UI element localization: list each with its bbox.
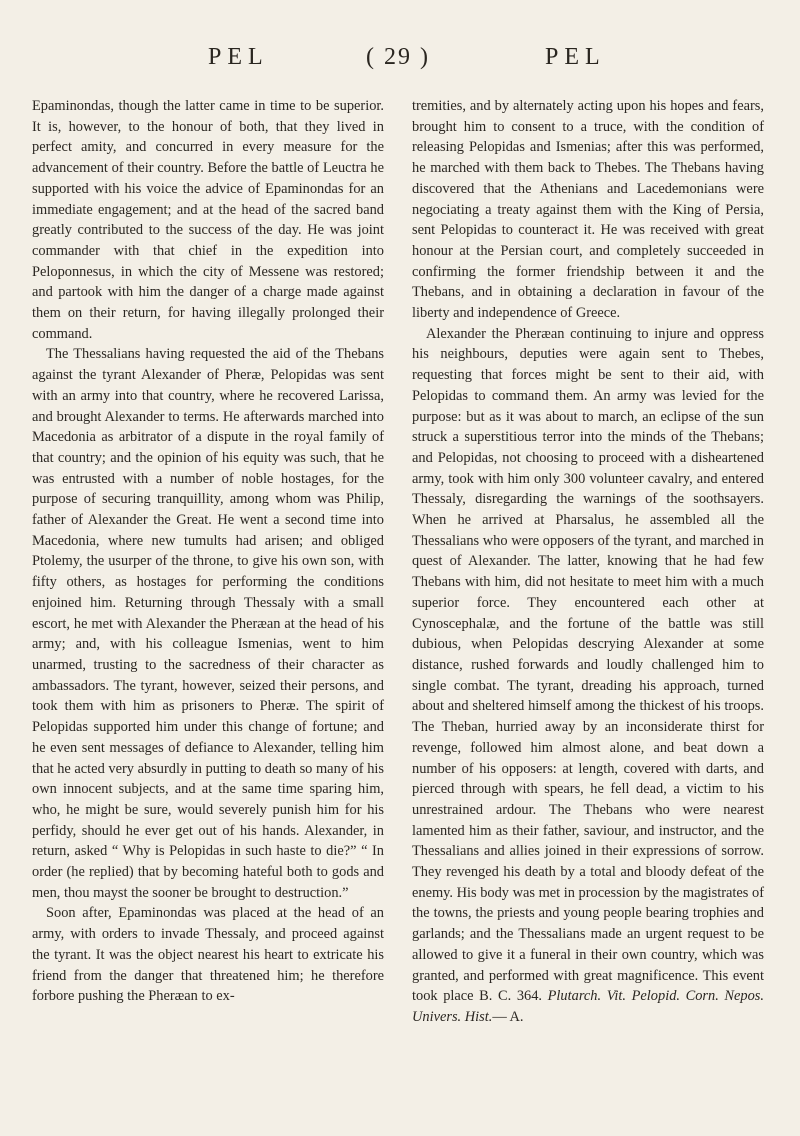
- right-column: [412, 96, 764, 1028]
- left-column: [32, 96, 384, 1007]
- paragraph: The Thessalians having requested the aid of the Thebans against the tyrant Alexander of Pheræ, Pelopidas was sent with an army into that country, where he recovered Larissa, and brought Alexander to terms. He afterwards marched into Macedonia as arbitrator of a dispute in the royal family of that country; and the opinion of his equity was such, that he was entrusted with a number of noble hostages, for the purpose of securing tranquillity, among whom was Philip, father of Alexander the Great. He went a second time into Macedonia, where new tumults had arisen; and obliged Ptolemy, the usurper of the throne, to give his own son, with fifty others, as hostages for performing the conditions enjoined him. Returning through Thessaly with a small escort, he met with Alexander the Pheræan at the head of his army; and, with his colleague Ismenias, went to him unarmed, trusting to the sacredness of their character as ambassadors. The tyrant, however, seized their persons, and took them with him as prisoners to Pheræ. The spirit of Pelopidas supported him under this change of fortune; and he even sent messages of defiance to Alexander, telling him that he acted very absurdly in putting to death so many of his own innocent subjects, and at the same time sparing him, who, he might be sure, would severely punish him for his perfidy, should he ever get out of his hands. Alexander, in return, asked “ Why is Pelopidas in such haste to die?” “ In order (he replied) that by becoming hateful both to gods and men, thou mayst the sooner be brought to destruction.”: [32, 346, 384, 901]
- paragraph-text: Alexander the Pheræan continuing to injure and oppress his neighbours, deputies were again sent to Thebes, requesting that forces might be sent to their aid, with Pelopidas to command them. An army was levied for the purpose: but as it was about to march, an eclipse of the sun struck a superstitious terror into the minds of the Thebans; and Pelopidas, not choosing to proceed with a disheartened army, took with him only 300 volunteer cavalry, and entered Thessaly, disregarding the warnings of the soothsayers. When he arrived at Pharsalus, he assembled all the Thessalians who were opposers of the tyrant, and marched in quest of Alexander. The latter, knowing that he had few Thebans with him, did not hesitate to meet him with a much superior force. They encountered each other at Cynoscephalæ, and the fortune of the battle was still dubious, when Pelopidas descrying Alexander at some distance, rushed forwards and loudly challenged him to single combat. The tyrant, dreading his approach, turned about and sheltered himself among the thickest of his troops. The Theban, hurried away by an inconsiderate thirst for revenge, followed him almost alone, and beat down a number of his opposers: at length, covered with darts, and pierced through with spears, he fell dead, a victim to his unrestrained ardour. The Thebans who were nearest lamented him as their father, saviour, and instructor, and the Thessalians and allies joined in their expressions of sorrow. They revenged his death by a total and bloody defeat of the enemy. His body was met in procession by the magistrates of the towns, the priests and young people bearing trophies and garlands; and the Thessalians made an urgent request to be allowed to give it a funeral in their own country, which was granted, and performed with great magnificence. This event took place B. C. 364.: [412, 325, 764, 1005]
- paragraph: Soon after, Epaminondas was placed at the head of an army, with orders to invade Thessaly, and proceed against the tyrant. It was the object nearest his heart to extricate his friend from the danger that threatened him; he therefore forbore pushing the Pheræan to ex-: [32, 905, 384, 1005]
- header-right-word: PEL: [545, 44, 606, 70]
- author-signoff: — A.: [492, 1008, 524, 1025]
- page-number: ( 29 ): [366, 44, 430, 70]
- paragraph: tremities, and by alternately acting upon his hopes and fears, brought him to consent to a truce, with the condition of releasing Pelopidas and Ismenias; after this was performed, he marched with them back to Thebes. The Thebans having discovered that the Athenians and Lacedemonians were negociating a treaty against them with the King of Persia, sent Pelopidas to counteract it. He was received with great honour at the Persian court, and completely succeeded in confirming the former friendship between it and the Thebans, and in obtaining a declaration in favour of the liberty and independence of Greece.: [412, 98, 764, 322]
- paragraph: [412, 324, 764, 1028]
- header-left-word: PEL: [208, 44, 269, 70]
- citation: Plutarch. Vit. Pelopid. Corn. Nepos. Univers. Hist.: [412, 988, 764, 1025]
- paragraph: Epaminondas, though the latter came in time to be superior. It is, however, to the honour of both, that they lived in perfect amity, and concurred in every measure for the advancement of their country. Before the battle of Leuctra he supported with his voice the advice of Epaminondas for an immediate engagement; and at the head of the sacred band greatly contributed to the success of the day. He was joint commander with that chief in the expedition into Peloponnesus, in which the city of Messene was restored; and partook with him the danger of a charge made against them on their return, for having illegally prolonged their command.: [32, 98, 384, 342]
- running-header: [0, 44, 800, 78]
